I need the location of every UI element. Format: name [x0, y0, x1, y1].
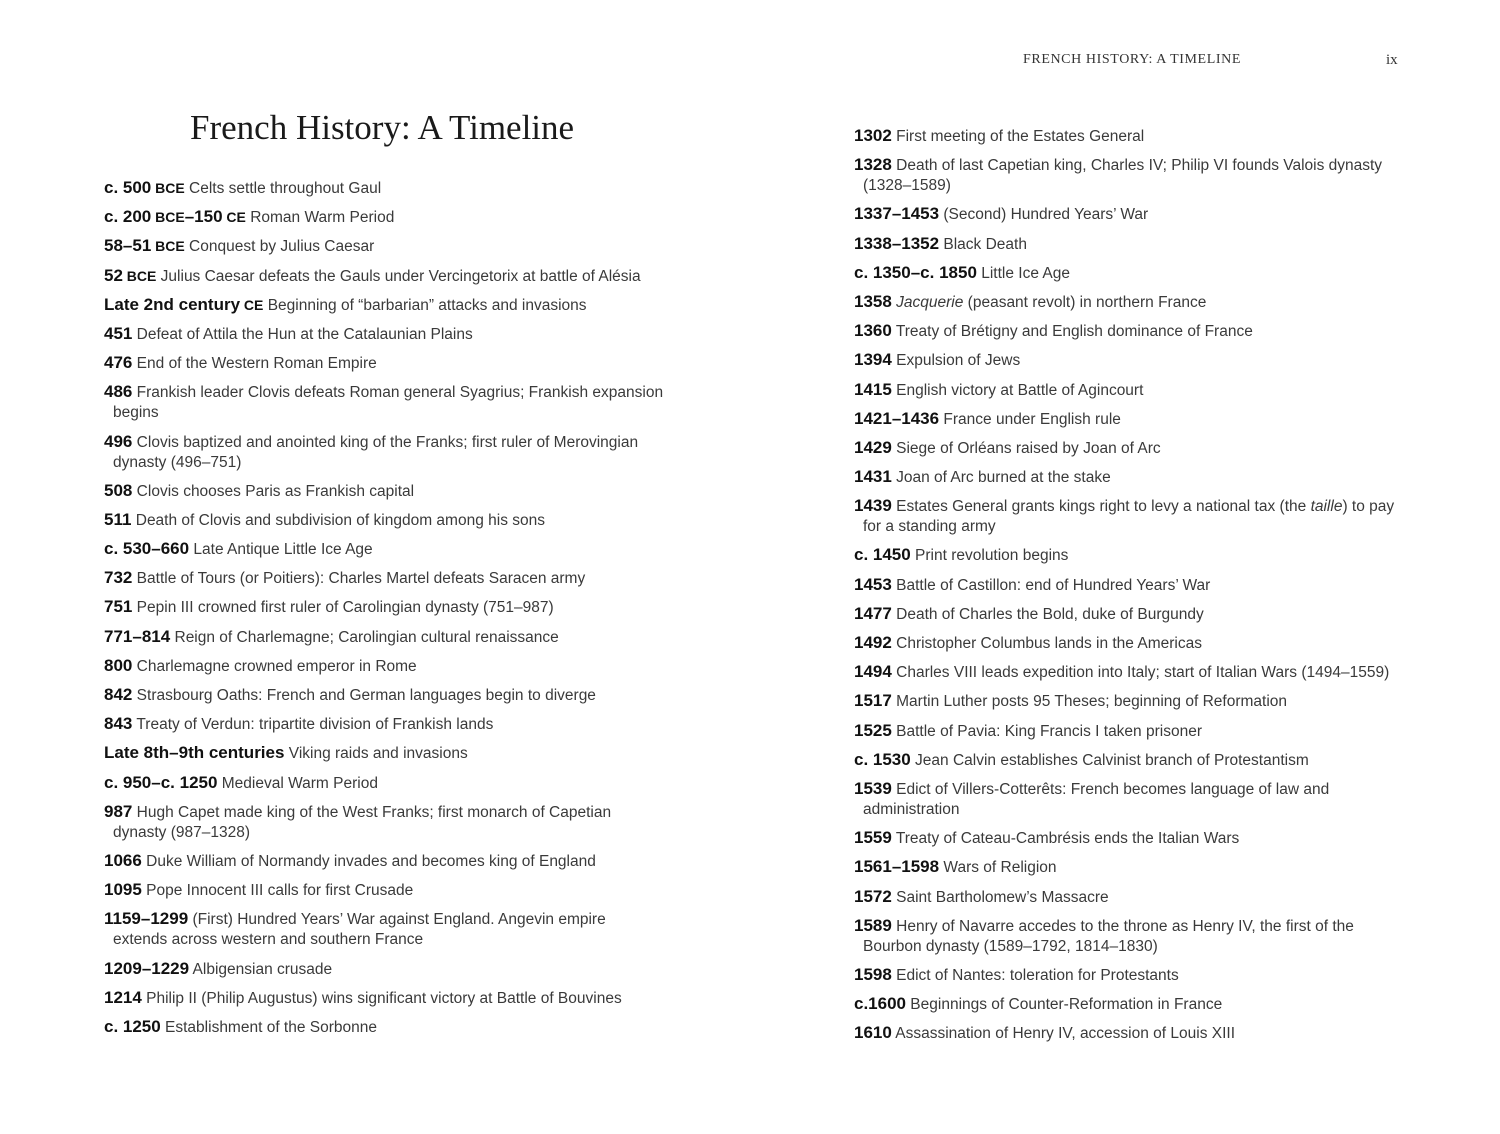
entry-date: 1453: [854, 574, 892, 594]
entry-date: 1439: [854, 496, 892, 516]
entry-date: 451: [104, 323, 133, 343]
entry-era: BCE: [122, 267, 157, 284]
entry-description: Beginning of “barbarian” attacks and invasions: [263, 296, 587, 314]
entry-description: Pepin III crowned first ruler of Carolingian dynasty (751–987): [132, 599, 554, 617]
timeline-left-column: [104, 178, 664, 1046]
timeline-entry: [854, 994, 1414, 1015]
entry-date: c. 530–660: [104, 539, 190, 559]
entry-date: 508: [104, 480, 133, 500]
entry-date: c. 1350–c. 1850: [854, 262, 977, 282]
timeline-entry: [104, 481, 664, 502]
entry-date: 800: [104, 655, 133, 675]
entry-date: 1559: [854, 828, 892, 848]
entry-description: Conquest by Julius Caesar: [184, 238, 375, 256]
entry-description: End of the Western Roman Empire: [132, 355, 377, 373]
timeline-right-column: [854, 126, 1414, 1052]
entry-description: Battle of Castillon: end of Hundred Years’ War: [891, 576, 1211, 594]
timeline-entry: [854, 545, 1414, 566]
timeline-entry: [104, 988, 664, 1009]
entry-date: 842: [104, 685, 133, 704]
timeline-entry: [104, 802, 664, 843]
entry-date: 1415: [854, 379, 892, 399]
entry-description: Saint Bartholomew’s Massacre: [891, 888, 1109, 906]
entry-date: 1610: [854, 1023, 892, 1043]
entry-date: 476: [104, 353, 133, 373]
entry-description: Siege of Orléans raised by Joan of Arc: [891, 439, 1161, 457]
timeline-entry: [854, 409, 1414, 430]
entry-description: Frankish leader Clovis defeats Roman general Syagrius; Frankish expansion begins: [113, 384, 664, 422]
entry-date: 58–51: [104, 236, 152, 256]
entry-description: Joan of Arc burned at the stake: [891, 469, 1111, 487]
timeline-entry: [854, 691, 1414, 712]
page-title: French History: A Timeline: [190, 108, 575, 147]
entry-description: Establishment of the Sorbonne: [160, 1018, 378, 1036]
entry-era: BCE: [151, 180, 185, 196]
entry-date: c. 1450: [854, 545, 911, 565]
entry-date: 1066: [104, 850, 142, 870]
timeline-entry: [854, 204, 1414, 225]
timeline-entry: [104, 207, 664, 228]
entry-description: Julius Caesar defeats the Gauls under Vercingetorix at battle of Alésia: [156, 267, 641, 285]
entry-date: 1494: [854, 662, 892, 682]
entry-description: Battle of Pavia: King Francis I taken prisoner: [891, 722, 1202, 740]
entry-era: CE: [240, 296, 264, 313]
timeline-entry: [854, 828, 1414, 849]
entry-date: Late 8th–9th centuries: [104, 743, 285, 763]
entry-description-cont: (peasant revolt) in northern France: [963, 293, 1207, 311]
entry-date: 52: [104, 265, 123, 285]
timeline-entry: [854, 1023, 1414, 1044]
timeline-entry: [854, 633, 1414, 654]
entry-date: 511: [104, 509, 132, 529]
timeline-entry: [854, 604, 1414, 625]
timeline-entry: [104, 851, 664, 872]
entry-era-end: CE: [222, 209, 246, 226]
entry-date: 771–814: [104, 626, 171, 646]
entry-description: France under English rule: [939, 410, 1121, 428]
timeline-entry: [854, 380, 1414, 401]
entry-description: Beginnings of Counter-Reformation in France: [906, 996, 1223, 1014]
timeline-entry: [104, 432, 664, 473]
entry-description: Death of Clovis and subdivision of kingdom among his sons: [131, 511, 545, 529]
entry-description: Estates General grants kings right to levy a national tax (the: [891, 498, 1311, 516]
entry-date: 1431: [854, 467, 892, 487]
entry-description: Wars of Religion: [939, 859, 1057, 877]
timeline-entry: [104, 178, 664, 199]
entry-date: 1429: [854, 437, 892, 457]
entry-description: Little Ice Age: [976, 264, 1070, 282]
entry-description: Jean Calvin establishes Calvinist branch of Protestantism: [910, 751, 1309, 769]
entry-description: Battle of Tours (or Poitiers): Charles Martel defeats Saracen army: [132, 570, 586, 588]
timeline-entry: [854, 721, 1414, 742]
timeline-entry: [104, 266, 664, 287]
entry-description: Death of last Capetian king, Charles IV; Philip VI founds Valois dynasty (1328–1589): [863, 157, 1383, 195]
entry-date: c.1600: [854, 994, 906, 1014]
entry-description: Martin Luther posts 95 Theses; beginning of Reformation: [891, 693, 1288, 711]
entry-description: Treaty of Brétigny and English dominance of France: [891, 323, 1253, 341]
timeline-entry: [854, 467, 1414, 488]
entry-date: 1561–1598: [854, 857, 940, 877]
entry-date: 843: [104, 714, 133, 734]
entry-italic-term: taille: [1310, 498, 1343, 516]
entry-date: 1421–1436: [854, 408, 940, 428]
entry-description: Henry of Navarre accedes to the throne as Henry IV, the first of the Bourbon dynasty (1589–1792, 1814–1830): [863, 917, 1354, 955]
entry-date: 1338–1352: [854, 233, 940, 253]
timeline-entry: [854, 126, 1414, 147]
entry-description: Assassination of Henry IV, accession of Louis XIII: [891, 1025, 1236, 1043]
timeline-entry: [854, 857, 1414, 878]
entry-italic-term: Jacquerie: [896, 293, 964, 311]
entry-date: 1095: [104, 880, 142, 900]
entry-description: Reign of Charlemagne; Carolingian cultural renaissance: [170, 628, 559, 646]
entry-date: 1517: [854, 691, 892, 711]
entry-date: 1358: [854, 291, 892, 311]
timeline-entry: [854, 350, 1414, 371]
entry-date: 1572: [854, 886, 892, 906]
entry-description: Expulsion of Jews: [891, 352, 1021, 370]
entry-date: 496: [104, 431, 133, 451]
entry-description: Treaty of Verdun: tripartite division of Frankish lands: [132, 716, 494, 734]
entry-date: c. 950–c. 1250: [104, 772, 218, 792]
entry-date: 732: [104, 568, 133, 588]
timeline-entry: [104, 909, 664, 950]
running-head: FRENCH HISTORY: A TIMELINE: [1023, 52, 1241, 67]
timeline-entry: [854, 662, 1414, 683]
timeline-entry: [104, 597, 664, 618]
entry-date: c. 200: [104, 207, 152, 227]
entry-date: 1477: [854, 603, 892, 623]
timeline-entry: [104, 773, 664, 794]
entry-date: 1589: [854, 915, 892, 935]
entry-date: 1394: [854, 350, 892, 370]
entry-description: Treaty of Cateau-Cambrésis ends the Italian Wars: [891, 830, 1240, 848]
timeline-entry: [104, 353, 664, 374]
timeline-entry: [854, 575, 1414, 596]
entry-description: Defeat of Attila the Hun at the Catalaunian Plains: [132, 325, 473, 343]
entry-description: Late Antique Little Ice Age: [189, 541, 373, 559]
entry-date: c. 500: [104, 178, 152, 197]
entry-description: Viking raids and invasions: [284, 745, 468, 763]
entry-era: BCE: [151, 238, 185, 255]
timeline-entry: [854, 779, 1414, 820]
entry-description: Clovis chooses Paris as Frankish capital: [132, 482, 415, 500]
entry-description: Clovis baptized and anointed king of the Franks; first ruler of Merovingian dynasty (496–751): [113, 433, 639, 471]
timeline-entry: [104, 382, 664, 423]
entry-date: 486: [104, 382, 133, 402]
entry-description: Print revolution begins: [910, 547, 1069, 565]
entry-date-end: –150: [184, 207, 223, 227]
entry-era: BCE: [151, 209, 185, 226]
timeline-entry: [104, 880, 664, 901]
entry-date: 1302: [854, 126, 892, 145]
entry-date: 1337–1453: [854, 204, 940, 224]
entry-description: Philip II (Philip Augustus) wins significant victory at Battle of Bouvines: [141, 989, 622, 1007]
entry-description: (First) Hundred Years’ War against England. Angevin empire extends across western and southern France: [113, 911, 606, 949]
entry-description: Medieval Warm Period: [217, 774, 378, 792]
entry-date: 1525: [854, 720, 892, 740]
entry-description: Edict of Nantes: toleration for Protestants: [891, 966, 1179, 984]
entry-description: English victory at Battle of Agincourt: [891, 381, 1144, 399]
entry-date: c. 1250: [104, 1016, 161, 1036]
entry-description: (Second) Hundred Years’ War: [939, 206, 1149, 224]
entry-description: Hugh Capet made king of the West Franks; first monarch of Capetian dynasty (987–1328): [113, 803, 612, 841]
timeline-entry: [104, 510, 664, 531]
entry-description: Charles VIII leads expedition into Italy; start of Italian Wars (1494–1559): [891, 664, 1390, 682]
timeline-entry: [854, 292, 1414, 313]
entry-date: 1360: [854, 321, 892, 341]
entry-description: Charlemagne crowned emperor in Rome: [132, 657, 417, 675]
entry-date: 1598: [854, 964, 892, 984]
timeline-entry: [854, 965, 1414, 986]
page-number: ix: [1386, 52, 1398, 68]
timeline-entry: [104, 568, 664, 589]
entry-description: First meeting of the Estates General: [891, 128, 1145, 145]
timeline-entry: [854, 916, 1414, 957]
entry-date: 987: [104, 801, 133, 821]
timeline-entry: [104, 656, 664, 677]
entry-description-cont: ) to pay for a standing army: [863, 498, 1395, 536]
entry-description: Celts settle throughout Gaul: [184, 180, 382, 197]
entry-description: Christopher Columbus lands in the Americas: [891, 635, 1202, 652]
entry-date: 1209–1229: [104, 958, 190, 978]
timeline-entry: [854, 438, 1414, 459]
entry-date: 751: [104, 597, 133, 617]
timeline-entry: [104, 627, 664, 648]
timeline-entry: [104, 1017, 664, 1038]
entry-date: 1159–1299: [104, 909, 189, 929]
entry-date: 1492: [854, 633, 892, 652]
timeline-entry: [104, 295, 664, 316]
entry-description: Pope Innocent III calls for first Crusade: [141, 882, 414, 900]
entry-date: 1328: [854, 155, 892, 175]
entry-date: c. 1530: [854, 749, 911, 769]
entry-description: Roman Warm Period: [245, 209, 395, 227]
timeline-entry: [104, 959, 664, 980]
timeline-entry: [104, 236, 664, 257]
timeline-entry: [854, 263, 1414, 284]
timeline-entry: [104, 324, 664, 345]
timeline-entry: [854, 155, 1414, 196]
timeline-entry: [854, 496, 1414, 537]
timeline-entry: [854, 750, 1414, 771]
entry-date: 1539: [854, 778, 892, 798]
timeline-entry: [854, 887, 1414, 908]
entry-description: Death of Charles the Bold, duke of Burgundy: [891, 605, 1204, 623]
entry-description: Duke William of Normandy invades and becomes king of England: [141, 852, 596, 870]
timeline-entry: [104, 743, 664, 764]
entry-description: Strasbourg Oaths: French and German languages begin to diverge: [132, 687, 596, 704]
entry-date: 1214: [104, 987, 142, 1007]
entry-date: Late 2nd century: [104, 294, 241, 314]
timeline-entry: [104, 714, 664, 735]
timeline-entry: [854, 321, 1414, 342]
timeline-entry: [104, 539, 664, 560]
entry-description: Albigensian crusade: [189, 960, 333, 978]
timeline-entry: [854, 234, 1414, 255]
entry-description: Black Death: [939, 235, 1027, 253]
timeline-entry: [104, 685, 664, 706]
entry-description: Edict of Villers-Cotterêts: French becomes language of law and administration: [863, 780, 1330, 818]
